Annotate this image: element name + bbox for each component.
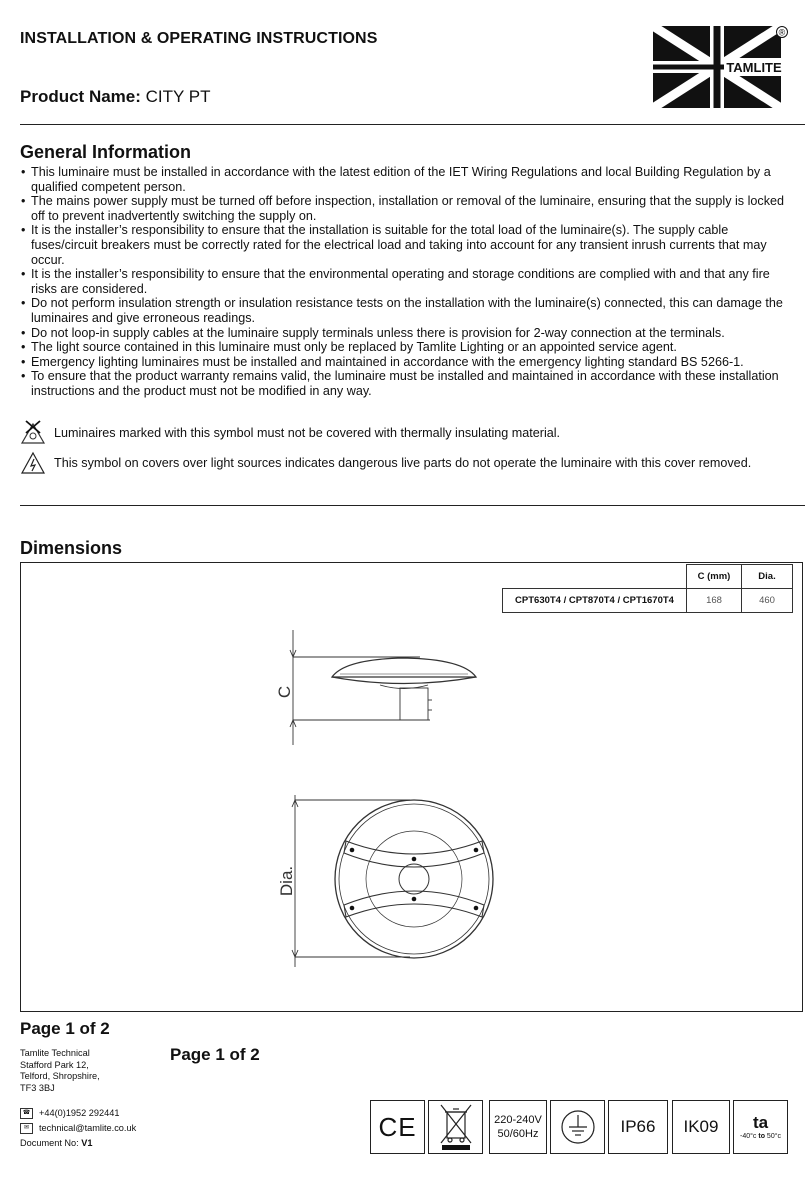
no-insulation-cover-icon — [20, 420, 46, 446]
live-parts-symbol-text: This symbol on covers over light sources indicates dangerous live parts do not operate the luminaire with this cover removed. — [54, 456, 752, 470]
voltage-text: 220-240V — [494, 1114, 542, 1126]
ip-rating-text: IP66 — [620, 1117, 656, 1136]
live-parts-warning-icon — [20, 451, 46, 475]
crossed-bin-icon — [436, 1103, 476, 1151]
list-item: • It is the installer’s responsibility to ensure that the environmental operating and storage conditions are complied with and that any fire risks are considered. — [20, 267, 785, 296]
dia-value-cell: 460 — [742, 589, 793, 613]
live-parts-symbol-row — [20, 451, 751, 475]
address-line: TF3 3BJ — [20, 1082, 55, 1093]
table-corner-cell — [503, 565, 687, 589]
ce-mark-badge — [370, 1100, 425, 1154]
email-row — [20, 1121, 136, 1136]
document-number: Document No: V1 — [20, 1138, 93, 1148]
dim-label-c: C — [275, 685, 294, 699]
side-elevation-drawing — [270, 630, 480, 750]
frequency-text: 50/60Hz — [497, 1128, 539, 1140]
col-c-header: C (mm) — [687, 565, 742, 589]
list-item: • It is the installer’s responsibility to ensure that the installation is suitable for the total load of the luminaire(s). The supply cable fuses/circuit breakers must be correctly rated for the electrical load and taking into account for any transient inrush currents that may occur. — [20, 223, 785, 267]
dim-label-dia: Dia. — [277, 865, 296, 897]
email-icon: ✉ — [20, 1123, 33, 1134]
logo-text: TAMLITE — [726, 60, 782, 75]
voltage-badge — [489, 1100, 547, 1154]
list-item: • Do not loop-in supply cables at the luminaire supply terminals unless there is provision for 2-way connection at the terminals. — [20, 326, 785, 341]
address-line: Telford, Shropshire, — [20, 1071, 100, 1082]
page-number: Page 1 of 2 — [20, 1019, 110, 1038]
list-item: • Emergency lighting luminaires must be installed and maintained in accordance with the emergency lighting standard BS 5266-1. — [20, 355, 785, 370]
page-number-secondary: Page 1 of 2 — [170, 1045, 260, 1064]
earth-class-badge — [550, 1100, 605, 1154]
earth-symbol-icon — [560, 1109, 596, 1145]
company-address — [20, 1048, 100, 1094]
list-item: • To ensure that the product warranty remains valid, the luminaire must be installed and maintained in accordance with these installation instructions and the product must not be modified in any way. — [20, 369, 785, 398]
product-name-label: Product Name: — [20, 87, 141, 106]
general-heading: General Information — [20, 142, 192, 162]
document-title: INSTALLATION & OPERATING INSTRUCTIONS — [20, 30, 378, 47]
c-value-cell: 168 — [687, 589, 742, 613]
ce-mark-text: CE — [378, 1111, 417, 1142]
ta-range: -40°c to 50°c — [739, 1132, 782, 1140]
dimensions-heading: Dimensions — [20, 538, 123, 558]
list-item: • Do not perform insulation strength or insulation resistance tests on the installation with the luminaire(s) connected, this can damage the luminaires and give erroneous readings. — [20, 296, 785, 325]
table-header-row — [503, 565, 793, 589]
dimensions-table — [502, 564, 793, 613]
section-divider — [20, 505, 805, 506]
model-cell: CPT630T4 / CPT870T4 / CPT1670T4 — [503, 589, 687, 613]
list-item: • The mains power supply must be turned off before inspection, installation or removal of the luminaire, ensuring that the supply is locked off to prevent inadvertently switching the supply on. — [20, 194, 785, 223]
insulation-symbol-text: Luminaires marked with this symbol must not be covered with thermally insulating material. — [54, 426, 561, 440]
ta-label: ta — [752, 1112, 769, 1132]
list-item: • This luminaire must be installed in accordance with the latest edition of the IET Wiring Regulations and local Building Regulation by a qualified competent person. — [20, 165, 785, 194]
plan-view-drawing — [270, 795, 510, 970]
weee-bin-badge — [428, 1100, 483, 1154]
registered-mark: ® — [778, 27, 786, 38]
phone-number: +44(0)1952 292441 — [39, 1108, 120, 1118]
ik-rating-text: IK09 — [683, 1117, 719, 1136]
tamlite-logo — [651, 24, 789, 110]
list-item: • The light source contained in this luminaire must only be replaced by Tamlite Lighting or an appointed service agent. — [20, 340, 785, 355]
ambient-temp-badge — [733, 1100, 788, 1154]
product-name-line — [20, 87, 211, 107]
ik-rating-badge — [672, 1100, 730, 1154]
address-line: Tamlite Technical — [20, 1048, 90, 1058]
col-dia-header: Dia. — [742, 565, 793, 589]
header-divider — [20, 124, 805, 125]
contact-block — [20, 1106, 136, 1151]
ip-rating-badge — [608, 1100, 668, 1154]
phone-row — [20, 1106, 136, 1121]
address-line: Stafford Park 12, — [20, 1059, 89, 1070]
product-name-value: CITY PT — [145, 87, 211, 106]
phone-icon: ☎ — [20, 1108, 33, 1119]
general-bullet-list — [20, 165, 785, 399]
table-row — [503, 589, 793, 613]
email-address: technical@tamlite.co.uk — [39, 1123, 137, 1133]
insulation-symbol-row — [20, 420, 560, 446]
